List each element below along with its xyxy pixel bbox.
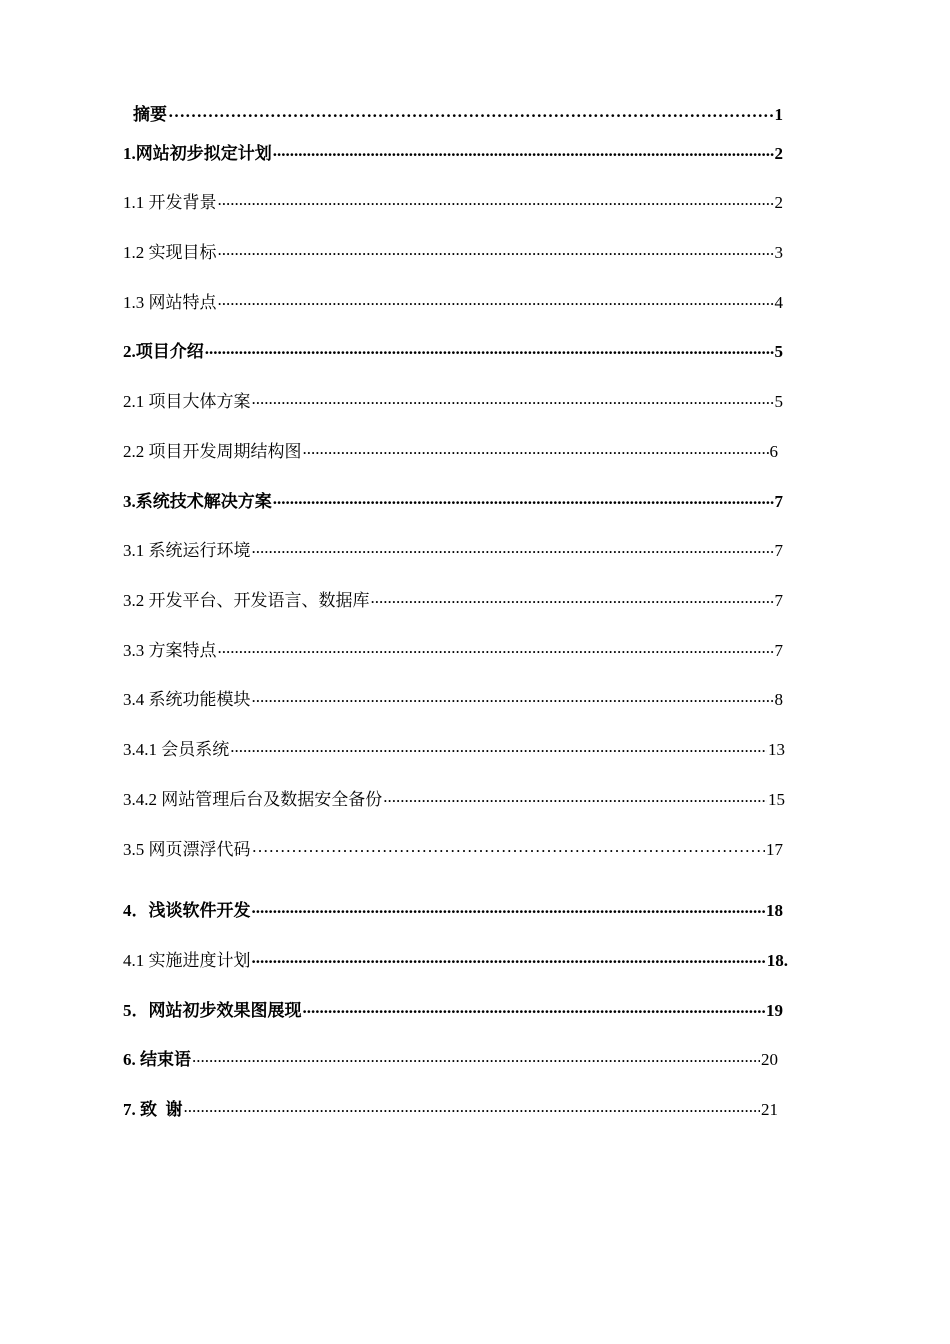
toc-entry-page: 8: [774, 690, 783, 709]
toc-entry-page: 7: [774, 492, 783, 511]
toc-entry-title: 3.4.1 会员系统: [123, 740, 230, 759]
toc-entry-title: 6. 结束语: [123, 1050, 191, 1069]
toc-entry-title: 5．网站初步效果图展现: [123, 1001, 302, 1020]
toc-entry-2[interactable]: [123, 336, 783, 362]
toc-leader-dots: [252, 389, 774, 409]
toc-leader-dots: [252, 538, 774, 558]
toc-entry-abstract[interactable]: [133, 99, 783, 125]
toc-leader-dots: [252, 898, 766, 918]
toc-entry-page: 2: [774, 193, 783, 212]
toc-entry-3-5[interactable]: [123, 834, 783, 860]
toc-leader-dots: [205, 339, 774, 359]
toc-entry-title: 3.5 网页漂浮代码: [123, 840, 251, 859]
toc-entry-title: 1.3 网站特点: [123, 293, 217, 312]
toc-entry-page: 18.: [766, 951, 788, 970]
toc-entry-1-2[interactable]: [123, 237, 783, 263]
toc-entry-title: 2.2 项目开发周期结构图: [123, 442, 302, 461]
toc-entry-3[interactable]: [123, 486, 783, 512]
toc-entry-title: 2.1 项目大体方案: [123, 392, 251, 411]
toc-entry-page: 17: [766, 840, 783, 859]
toc-leader-dots: [184, 1097, 761, 1117]
toc-entry-title: 3.4.2 网站管理后台及数据安全备份: [123, 790, 383, 809]
toc-entry-title: 4.1 实施进度计划: [123, 951, 251, 970]
toc-leader-dots: [218, 190, 774, 210]
toc-entry-page: 7: [774, 591, 783, 610]
toc-leader-dots: [252, 948, 766, 968]
toc-entry-title: 3.系统技术解决方案: [123, 492, 272, 511]
toc-entry-2-2[interactable]: [123, 436, 778, 462]
toc-leader-dots: [371, 588, 774, 608]
toc-entry-title: 4．浅谈软件开发: [123, 901, 251, 920]
toc-entry-page: 6: [769, 442, 778, 461]
toc-leader-dots: [192, 1047, 760, 1067]
toc-entry-7[interactable]: [123, 1094, 778, 1120]
toc-entry-1-1[interactable]: [123, 187, 783, 213]
toc-entry-page: 3: [774, 243, 783, 262]
toc-entry-title: 3.4 系统功能模块: [123, 690, 251, 709]
toc-entry-page: 19: [766, 1001, 783, 1020]
toc-entry-4-1[interactable]: [123, 945, 788, 971]
toc-entry-page: 15: [768, 790, 785, 809]
toc-leader-dots: [168, 102, 774, 122]
toc-entry-3-2[interactable]: [123, 585, 783, 611]
toc-entry-3-1[interactable]: [123, 535, 783, 561]
toc-leader-dots: [273, 489, 774, 509]
toc-leader-dots: [303, 439, 769, 459]
toc-leader-dots: [252, 837, 766, 857]
toc-leader-dots: [218, 638, 774, 658]
toc-entry-title: 摘要: [133, 105, 167, 124]
toc-leader-dots: [252, 687, 774, 707]
toc-entry-3-4-1[interactable]: [123, 734, 785, 760]
toc-entry-1-3[interactable]: [123, 287, 783, 313]
toc-entry-title: 3.1 系统运行环境: [123, 541, 251, 560]
toc-leader-dots: [230, 737, 767, 757]
toc-entry-page: 5: [774, 392, 783, 411]
toc-entry-3-4-2[interactable]: [123, 784, 785, 810]
toc-leader-dots: [303, 998, 766, 1018]
toc-entry-6[interactable]: [123, 1044, 778, 1070]
toc-entry-page: 7: [774, 541, 783, 560]
toc-entry-page: 1: [774, 105, 783, 124]
toc-entry-page: 5: [774, 342, 783, 361]
toc-entry-5[interactable]: [123, 995, 783, 1021]
toc-entry-page: 4: [774, 293, 783, 312]
toc-entry-3-4[interactable]: [123, 684, 783, 710]
toc-leader-dots: [273, 141, 774, 161]
toc-entry-title: 3.2 开发平台、开发语言、数据库: [123, 591, 370, 610]
toc-entry-title: 2.项目介绍: [123, 342, 204, 361]
toc-entry-page: 21: [761, 1100, 778, 1119]
toc-entry-page: 7: [774, 641, 783, 660]
toc-leader-dots: [383, 787, 767, 807]
toc-entry-2-1[interactable]: [123, 386, 783, 412]
toc-entry-1[interactable]: [123, 138, 783, 164]
toc-leader-dots: [218, 290, 774, 310]
toc-entry-page: 13: [768, 740, 785, 759]
toc-entry-title: 7. 致 谢: [123, 1100, 183, 1119]
toc-entry-title: 1.1 开发背景: [123, 193, 217, 212]
toc-entry-page: 20: [761, 1050, 778, 1069]
toc-entry-title: 1.2 实现目标: [123, 243, 217, 262]
toc-entry-page: 2: [774, 144, 783, 163]
toc-leader-dots: [218, 240, 774, 260]
toc-entry-4[interactable]: [123, 895, 783, 921]
toc-entry-title: 3.3 方案特点: [123, 641, 217, 660]
toc-entry-title: 1.网站初步拟定计划: [123, 144, 272, 163]
toc-entry-page: 18: [766, 901, 783, 920]
toc-entry-3-3[interactable]: [123, 635, 783, 661]
